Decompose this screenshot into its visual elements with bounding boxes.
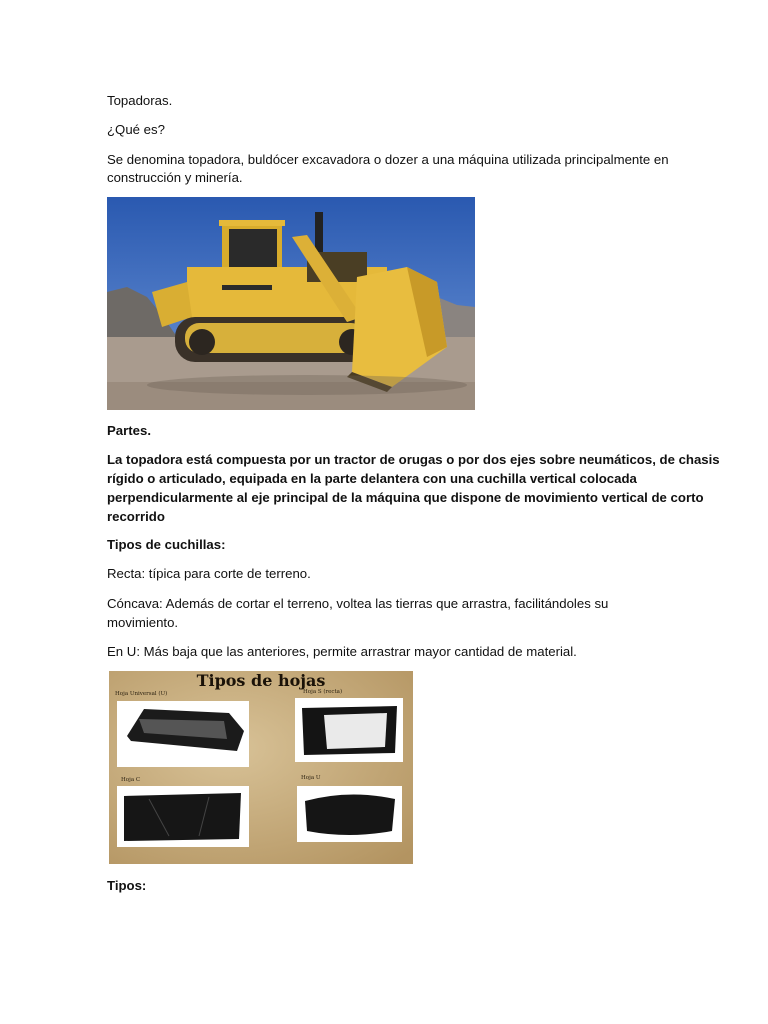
caption-u: Hoja U — [301, 775, 321, 781]
caption-universal: Hoja Universal (U) — [115, 691, 168, 697]
blade-types-figure — [109, 671, 413, 864]
parts-heading: Partes. — [107, 423, 151, 438]
definition-line-1: Se denomina topadora, buldócer excavadora o dozer a una máquina utilizada principalmente en — [107, 152, 669, 167]
figure-title: Tipos de hojas — [196, 671, 326, 690]
blade-concava-line-1: Cóncava: Además de cortar el terreno, voltea las tierras que arrastra, facilitándoles su — [107, 596, 609, 611]
definition-line-2: construcción y minería. — [107, 170, 243, 185]
caption-c: Hoja C — [121, 777, 141, 783]
parts-line-4: recorrido — [107, 509, 165, 524]
blade-concava-line-2: movimiento. — [107, 615, 179, 630]
caption-recta: Hoja S (recta) — [303, 689, 343, 695]
blade-u: En U: Más baja que las anteriores, permite arrastrar mayor cantidad de material. — [107, 644, 577, 659]
parts-line-3: perpendicularmente al eje principal de la máquina que dispone de movimiento vertical de corto — [107, 490, 704, 505]
document-title: Topadoras. — [107, 93, 173, 108]
blades-heading: Tipos de cuchillas: — [107, 537, 226, 552]
bulldozer-photo — [107, 197, 475, 410]
parts-line-2: rígido o articulado, equipada en la parte delantera con una cuchilla vertical colocada — [107, 471, 637, 486]
question-heading: ¿Qué es? — [107, 122, 165, 137]
types-heading: Tipos: — [107, 878, 147, 893]
blade-recta: Recta: típica para corte de terreno. — [107, 566, 311, 581]
parts-line-1: La topadora está compuesta por un tractor de orugas o por dos ejes sobre neumáticos, de chasis — [107, 452, 720, 467]
